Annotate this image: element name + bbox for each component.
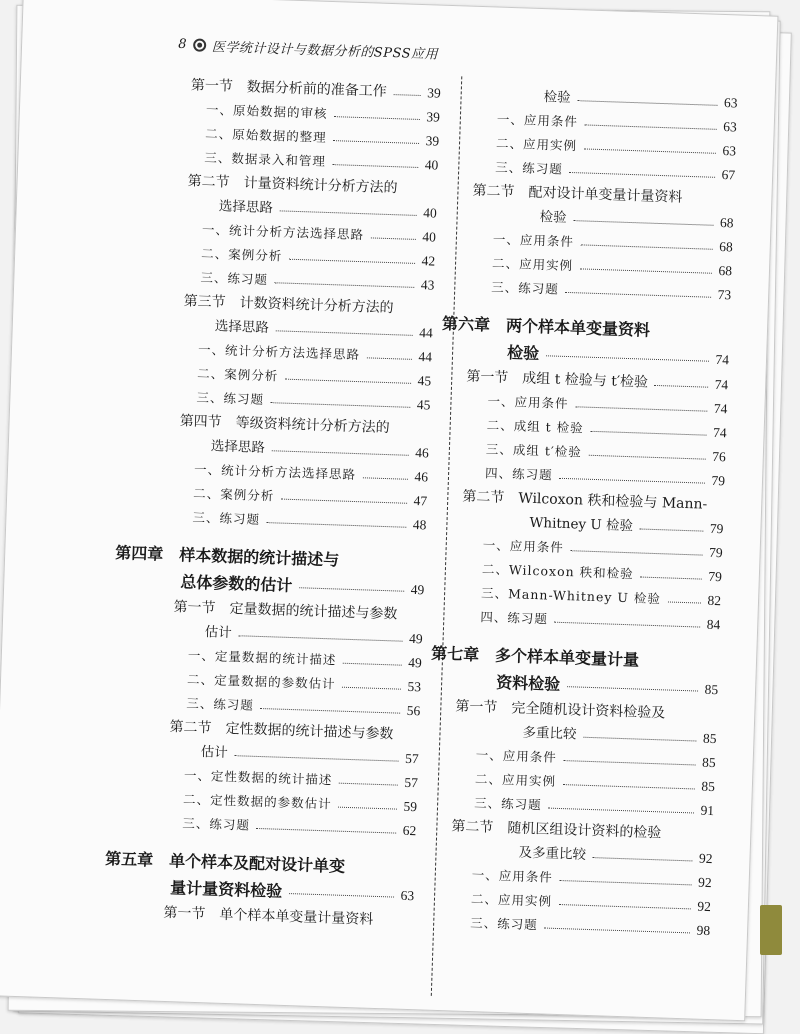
leader-dots	[333, 140, 418, 144]
leader-dots	[272, 450, 409, 456]
leader-dots	[260, 708, 399, 714]
leader-dots	[271, 402, 410, 408]
leader-dots	[299, 587, 404, 591]
leader-dots	[570, 550, 702, 555]
leader-dots	[256, 828, 395, 834]
toc-entry-title: 一、应用条件	[487, 393, 569, 412]
toc-entry-title: 二、定量数据的参数估计	[186, 671, 336, 692]
toc-entry-page: 49	[408, 654, 423, 671]
toc-entry-page: 40	[424, 157, 439, 173]
leader-dots	[563, 784, 695, 789]
leader-dots	[333, 164, 418, 168]
toc-entry-page: 45	[417, 373, 432, 389]
toc-entry-page: 47	[413, 492, 428, 509]
toc-entry-title: 第一节 单个样本单变量计量资料	[163, 904, 374, 928]
toc-entry-page: 53	[407, 678, 422, 695]
toc-entry-title: 第一节 数据分析前的准备工作	[190, 77, 387, 100]
toc-entry-page: 74	[714, 376, 729, 393]
toc-entry-title: 第四章 样本数据的统计描述与	[114, 543, 340, 570]
leader-dots	[565, 292, 710, 298]
toc-entry-title: 二、案例分析	[193, 485, 275, 504]
toc-entry-title: 一、统计分析方法选择思路	[201, 221, 365, 243]
toc-entry-page: 43	[420, 277, 435, 293]
toc-entry-title: 一、定量数据的统计描述	[187, 647, 337, 668]
toc-entry-title: 总体参数的估计	[180, 572, 293, 595]
toc-entry-title: 多重比较	[522, 724, 577, 743]
toc-entry-page: 68	[719, 238, 734, 255]
leader-dots	[563, 760, 695, 765]
toc-entry-title: 三、练习题	[182, 815, 251, 833]
toc-entry-page: 49	[410, 581, 425, 598]
leader-dots	[640, 528, 703, 531]
toc-entry-title: 四、练习题	[480, 609, 549, 627]
toc-entry-title: 二、案例分析	[197, 365, 279, 384]
leader-dots	[593, 857, 692, 861]
leader-dots	[238, 635, 402, 641]
toc-entry-page: 92	[697, 874, 712, 891]
leader-dots	[544, 928, 689, 934]
toc-entry-title: 选择思路	[214, 318, 270, 337]
leader-dots	[289, 893, 394, 897]
toc-entry-page: 63	[723, 95, 738, 111]
toc-entry-title: 四、练习题	[484, 465, 553, 483]
toc-entry-title: 第六章 两个样本单变量资料	[441, 313, 651, 340]
toc-entry-title: 三、Mann-Whitney U 检验	[480, 585, 662, 607]
toc-entry-title: 第二节 计量资料统计分析方法的	[187, 173, 398, 197]
leader-dots	[573, 220, 713, 226]
leader-dots	[363, 477, 408, 479]
toc-entry-page: 57	[404, 750, 419, 767]
page-number: 8	[177, 36, 188, 53]
toc-entry-title: 第二节 配对设计单变量计量资料	[472, 182, 683, 206]
toc-entry-title: 资料检验	[495, 672, 561, 694]
toc-entry-page: 56	[406, 702, 421, 719]
toc-entry-page: 92	[698, 850, 713, 867]
toc-entry-title: 一、原始数据的审核	[205, 101, 328, 121]
book-title: 医学统计设计与数据分析的SPSS应用	[211, 40, 439, 63]
toc-entry-page: 68	[718, 262, 733, 279]
toc-entry-page: 49	[408, 630, 423, 647]
toc-entry-page: 79	[711, 472, 726, 489]
toc-entry-title: 一、统计分析方法选择思路	[197, 341, 361, 363]
leader-dots	[577, 100, 717, 106]
toc-entry-page: 74	[712, 424, 727, 441]
toc-entry-title: 估计	[204, 624, 232, 642]
toc-entry-page: 82	[707, 592, 722, 609]
toc-entry-page: 39	[426, 109, 441, 125]
toc-entry-title: 量计量资料检验	[169, 878, 283, 901]
leader-dots	[367, 357, 412, 359]
toc-entry-title: 三、练习题	[192, 509, 261, 527]
toc-entry-page: 48	[412, 516, 427, 533]
toc-entry-title: 及多重比较	[518, 844, 587, 863]
toc-entry-page: 79	[708, 544, 723, 561]
toc-entry-page: 63	[400, 887, 415, 904]
toc-entry-page: 45	[416, 397, 431, 413]
toc-entry-page: 79	[709, 520, 724, 537]
toc-entry-page: 40	[422, 229, 437, 245]
toc-entry-page: 40	[422, 205, 437, 221]
leader-dots	[559, 880, 691, 885]
toc-entry-page: 46	[415, 445, 430, 461]
leader-dots	[338, 807, 396, 810]
toc-entry-title: 第一节 完全随机设计资料检验及	[455, 698, 666, 722]
toc-entry-title: 检验	[506, 343, 540, 364]
toc-entry-page: 67	[721, 167, 736, 183]
leader-dots	[546, 355, 709, 361]
toc-entry-page: 42	[421, 253, 436, 269]
toc-entry-title: 选择思路	[218, 198, 274, 217]
toc-entry-title: 第三节 计数资料统计分析方法的	[183, 293, 394, 317]
toc-entry-page: 73	[717, 286, 732, 303]
toc-entry-title: 第七章 多个样本单变量计量	[430, 643, 640, 670]
toc-entry-page: 85	[704, 681, 719, 698]
toc-left-column	[63, 70, 441, 933]
toc-entry-page: 76	[712, 448, 727, 465]
toc-entry-title: 二、应用实例	[495, 135, 578, 154]
toc-entry-page: 59	[403, 798, 418, 815]
leader-dots	[371, 237, 416, 239]
toc-entry-page: 85	[702, 730, 717, 747]
leader-dots	[584, 148, 716, 153]
toc-entry-page: 39	[426, 85, 441, 101]
leader-dots	[342, 687, 400, 690]
leader-dots	[275, 330, 412, 336]
toc-entry-title: 三、练习题	[186, 695, 255, 713]
toc-entry-page: 68	[719, 214, 734, 231]
toc-entry-title: Whitney U 检验	[529, 514, 634, 535]
toc-entry-title: 第二节 随机区组设计资料的检验	[451, 818, 662, 842]
toc-entry-title: 三、练习题	[469, 915, 538, 933]
toc-entry-title: 检验	[539, 209, 567, 226]
toc-entry-title: 三、练习题	[491, 279, 560, 297]
toc-entry-title: 一、应用条件	[492, 231, 575, 250]
leader-dots	[667, 601, 700, 603]
leader-dots	[559, 904, 691, 909]
toc-entry-title: 一、统计分析方法选择思路	[193, 461, 357, 483]
toc-entry-page: 92	[697, 898, 712, 915]
toc-entry-title: 二、Wilcoxon 秩和检验	[481, 561, 634, 582]
toc-entry-title: 二、定性数据的参数估计	[182, 791, 332, 812]
toc-entry-title: 第二节 定性数据的统计描述与参数	[169, 719, 394, 743]
toc-entry-title: 二、应用实例	[474, 771, 557, 789]
leader-dots	[393, 94, 420, 96]
leader-dots	[581, 244, 713, 249]
leader-dots	[275, 282, 414, 288]
toc-entry-title: 第五章 单个样本及配对设计单变	[104, 848, 346, 876]
toc-entry-page: 44	[419, 325, 434, 341]
toc-entry-title: 三、练习题	[495, 159, 564, 177]
toc-entry-title: 检验	[543, 89, 571, 106]
toc-entry-page: 84	[706, 616, 721, 633]
toc-entry-title: 一、应用条件	[482, 537, 564, 555]
leader-dots	[640, 577, 701, 580]
toc-entry-title: 一、应用条件	[475, 747, 558, 765]
leader-dots	[655, 385, 708, 388]
leader-dots	[234, 755, 398, 761]
leader-dots	[334, 116, 419, 120]
toc-entry-title: 第二节 Wilcoxon 秩和检验与 Mann-	[462, 488, 708, 513]
toc-entry-title: 一、定性数据的统计描述	[183, 767, 333, 788]
leader-dots	[285, 379, 411, 384]
leader-dots	[339, 783, 397, 786]
leader-dots	[267, 522, 406, 528]
toc-entry-title: 二、成组 t 检验	[486, 417, 584, 436]
leader-dots	[588, 455, 705, 460]
toc-entry-title: 三、练习题	[200, 269, 269, 288]
leader-dots	[279, 210, 416, 216]
toc-entry-title: 三、练习题	[473, 795, 542, 813]
leader-dots	[343, 663, 401, 666]
page-header	[178, 35, 439, 63]
leader-dots	[554, 622, 699, 628]
toc-entry-title: 二、原始数据的整理	[205, 125, 327, 145]
toc-entry-title: 三、练习题	[196, 389, 265, 407]
toc-entry-title: 三、成组 t′检验	[485, 441, 582, 460]
leader-dots	[580, 268, 712, 273]
leader-dots	[590, 431, 706, 436]
logo-icon	[193, 38, 206, 51]
toc-entry-page: 57	[404, 774, 419, 791]
leader-dots	[548, 808, 693, 814]
toc-entry-page: 63	[723, 119, 738, 135]
leader-dots	[569, 172, 714, 178]
leader-dots	[583, 737, 696, 742]
leader-dots	[575, 406, 707, 411]
leader-dots	[559, 478, 704, 484]
toc-entry-page: 74	[713, 400, 728, 417]
toc-entry-page: 62	[402, 822, 417, 839]
leader-dots	[289, 259, 415, 264]
toc-entry-title: 第四节 等级资料统计分析方法的	[179, 413, 390, 437]
toc-entry-page: 98	[696, 922, 711, 939]
toc-entry-page: 39	[425, 133, 440, 149]
leader-dots	[584, 124, 716, 129]
toc-entry-title: 二、应用实例	[491, 255, 574, 274]
toc-entry-title: 选择思路	[210, 438, 266, 457]
toc-entry-page: 63	[722, 143, 737, 159]
leader-dots	[567, 686, 698, 691]
toc-entry-title: 第一节 定量数据的统计描述与参数	[173, 599, 398, 623]
toc-entry-page: 44	[418, 349, 433, 365]
toc-entry-title: 估计	[200, 744, 228, 761]
toc-entry-title: 二、应用实例	[470, 891, 553, 909]
book-spine-mark	[760, 905, 782, 955]
toc-entry-page: 79	[708, 568, 723, 585]
toc-entry-title: 第一节 成组 t 检验与 t′检验	[466, 368, 649, 391]
toc-entry-title: 一、应用条件	[471, 867, 554, 885]
toc-entry-page: 91	[700, 802, 715, 819]
leader-dots	[281, 499, 407, 504]
toc-entry-page: 46	[414, 468, 429, 485]
toc-entry-page: 74	[715, 351, 730, 368]
toc-entry-title: 一、应用条件	[496, 111, 579, 130]
toc-entry-title: 二、案例分析	[201, 245, 283, 264]
toc-entry-page: 85	[701, 778, 716, 795]
toc-entry-page: 85	[701, 754, 716, 771]
toc-entry-title: 三、数据录入和管理	[204, 149, 327, 169]
